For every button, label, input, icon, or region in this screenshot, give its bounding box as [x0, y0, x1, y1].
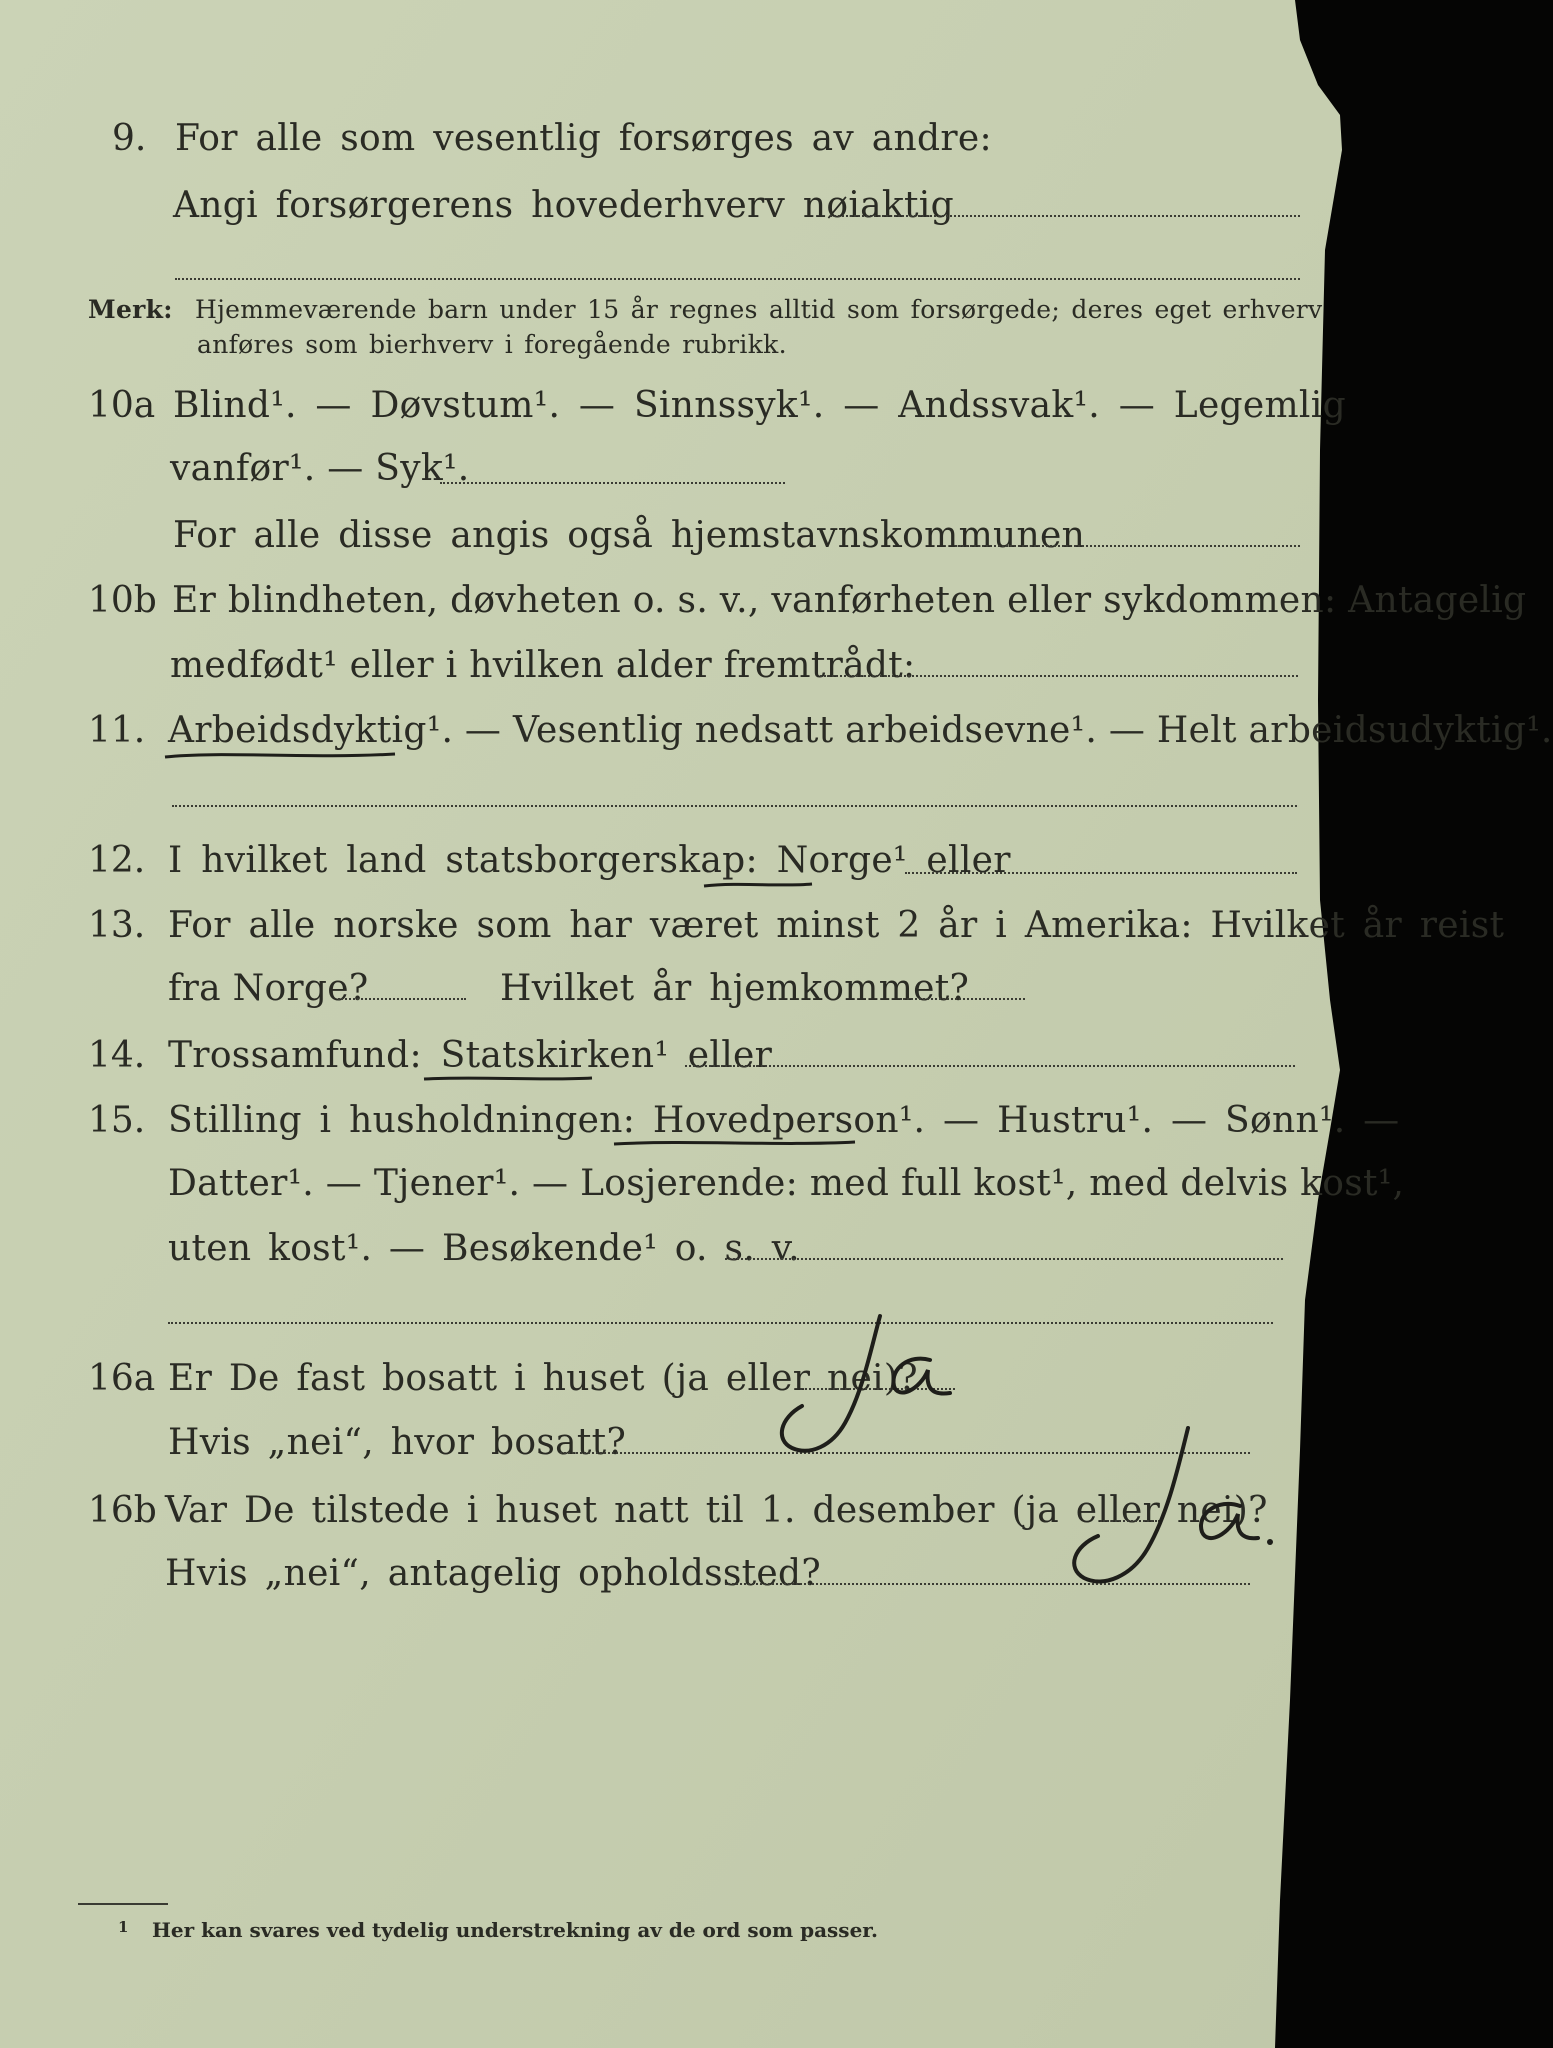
item-number-15: 15. [88, 1100, 146, 1141]
q10b-answer-line [820, 675, 1298, 677]
q9-line2: Angi forsørgerens hovederhverv nøiaktig [173, 185, 954, 226]
item-number-9: 9. [112, 118, 147, 159]
merk-line2: anføres som bierhverv i foregående rubrikk. [197, 330, 787, 359]
q15-line3: uten kost¹. — Besøkende¹ o. s. v. [168, 1228, 800, 1269]
q9-line1: For alle som vesentlig forsørges av andre: [175, 118, 992, 159]
q16a-line1: Er De fast bosatt i huset (ja eller nei)? [168, 1358, 918, 1399]
q14-answer-line [685, 1065, 1295, 1067]
q15-line2: Datter¹. — Tjener¹. — Losjerende: med full kost¹, med delvis kost¹, [168, 1163, 1405, 1204]
q16b-line2: Hvis „nei“, antagelig opholdssted? [165, 1553, 821, 1594]
item-number-11: 11. [88, 710, 146, 751]
item-number-12: 12. [88, 840, 146, 881]
item-number-16b: 16b [88, 1490, 157, 1531]
q14-line1: Trossamfund: Statskirken¹ eller [168, 1035, 773, 1076]
footnote-rule [78, 1903, 168, 1905]
q13-line2a: fra Norge? [168, 968, 369, 1009]
q10a-line1: Blind¹. — Døvstum¹. — Sinnssyk¹. — Andssvak¹. — Legemlig [173, 385, 1346, 426]
q12-line1: I hvilket land statsborgerskap: Norge¹ eller [168, 840, 1011, 881]
merk-label: Merk: [88, 295, 173, 324]
item-number-16a: 16a [88, 1358, 156, 1399]
item-number-13: 13. [88, 905, 146, 946]
q13-reist-line [338, 998, 466, 1000]
q15-line1: Stilling i husholdningen: Hovedperson¹. — Hustru¹. — Sønn¹. — [168, 1100, 1400, 1141]
q9-answer-line-2 [175, 278, 1300, 280]
q16b-line1: Var De tilstede i huset natt til 1. desember (ja eller nei)? [165, 1490, 1268, 1531]
footnote-mark: 1 [118, 1918, 129, 1936]
q10a-answer-line [440, 482, 785, 484]
q13-line1: For alle norske som har været minst 2 år i Amerika: Hvilket år reist [168, 905, 1505, 946]
merk-line1: Hjemmeværende barn under 15 år regnes alltid som forsørgede; deres eget erhverv [195, 295, 1323, 324]
q9-answer-line [830, 215, 1300, 217]
q13-line2b: Hvilket år hjemkommet? [500, 968, 970, 1009]
q10a-line2: vanfør¹. — Syk¹. [170, 448, 470, 489]
item-number-14: 14. [88, 1035, 146, 1076]
norge-underline [700, 878, 820, 892]
statskirken-underline [420, 1072, 600, 1086]
q10a-line3: For alle disse angis også hjemstavnskommunen [173, 515, 1086, 556]
q10b-line2: medfødt¹ eller i hvilken alder fremtrådt: [170, 645, 916, 686]
arbeidsdyktig-underline [160, 745, 400, 765]
q13-hjemkommet-line [900, 998, 1025, 1000]
item-number-10a: 10a [88, 385, 156, 426]
q12-answer-line [905, 872, 1297, 874]
q10a-hjemstavn-line [955, 545, 1300, 547]
q16b-handwritten-answer [1040, 1418, 1280, 1598]
q15-answer-line-2 [168, 1322, 1273, 1324]
q10b-line1: Er blindheten, døvheten o. s. v., vanførheten eller sykdommen: Antagelig [172, 580, 1527, 621]
footnote-text: Her kan svares ved tydelig understrekning av de ord som passer. [152, 1918, 878, 1942]
hovedperson-underline [610, 1135, 860, 1151]
q11-line1: Arbeidsdyktig¹. — Vesentlig nedsatt arbeidsevne¹. — Helt arbeidsudyktig¹. [168, 710, 1553, 751]
item-number-10b: 10b [88, 580, 157, 621]
q15-answer-line [725, 1258, 1283, 1260]
q16a-line2: Hvis „nei“, hvor bosatt? [168, 1422, 627, 1463]
q11-answer-line [172, 805, 1297, 807]
q16a-handwritten-answer [770, 1308, 970, 1458]
